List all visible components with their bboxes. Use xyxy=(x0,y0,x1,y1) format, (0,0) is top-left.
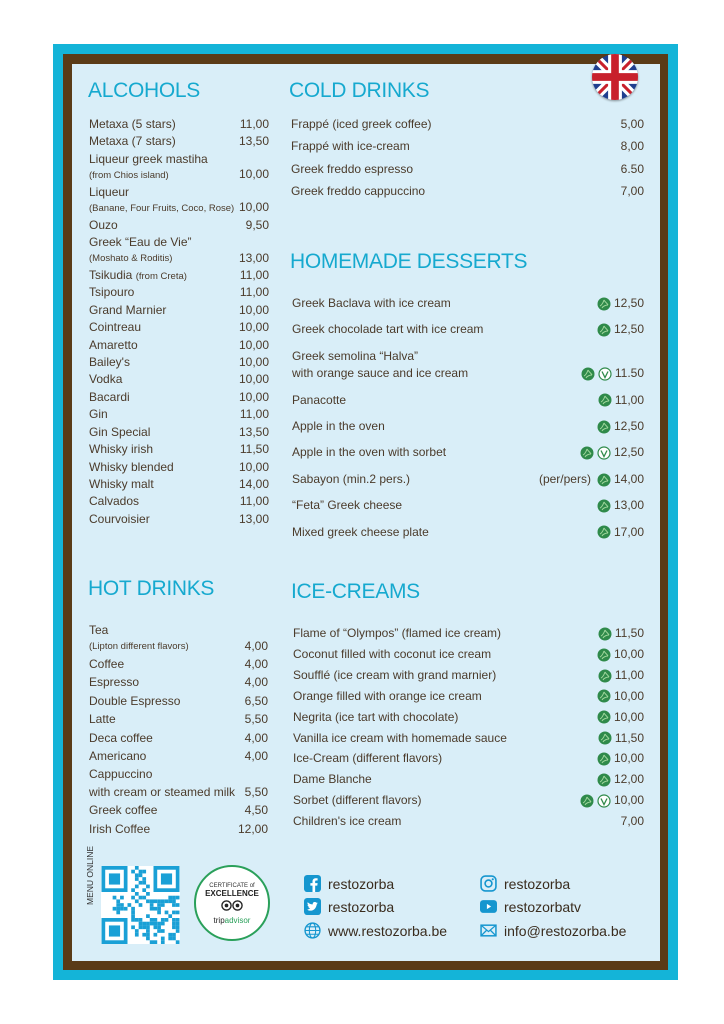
item-name: Metaxa (5 stars) xyxy=(89,117,176,131)
item-price: 10,00 xyxy=(238,320,269,335)
item-name: Sorbet (different flavors) xyxy=(293,793,422,808)
twitter-link[interactable] xyxy=(304,898,394,915)
item-price: 11.50 xyxy=(614,366,644,381)
item-price: 10,00 xyxy=(238,337,269,352)
menu-item xyxy=(89,319,269,336)
menu-item xyxy=(89,116,269,133)
item-name: Panacotte xyxy=(292,392,347,407)
item-price: 10,00 xyxy=(238,200,269,215)
item-name: Greek chocolade tart with ice cream xyxy=(292,322,484,337)
item-name: Gin Special xyxy=(89,424,151,439)
menu-item xyxy=(293,625,644,642)
item-name: Americano xyxy=(89,748,147,763)
mail-icon xyxy=(480,922,497,939)
item-name: Metaxa (7 stars) xyxy=(89,134,176,149)
item-price: 11,00 xyxy=(614,667,644,682)
item-price: 11,00 xyxy=(239,285,269,300)
item-price: 11,00 xyxy=(239,407,269,422)
item-price: 10,00 xyxy=(613,688,644,703)
item-price: 4,00 xyxy=(244,638,268,653)
vegan-icon xyxy=(597,446,611,460)
item-price: 10,00 xyxy=(238,302,269,317)
item-price: 4,50 xyxy=(244,803,268,818)
globe-icon xyxy=(304,922,321,939)
item-price: 12,00 xyxy=(237,821,268,836)
qr-pattern xyxy=(101,866,180,944)
item-name: Whisky irish xyxy=(89,442,154,457)
item-price: 11,00 xyxy=(614,392,644,407)
item-price: 14,00 xyxy=(238,476,269,491)
item-price: 10,00 xyxy=(613,793,644,808)
item-name: Calvados xyxy=(89,494,140,509)
item-name: Flame of “Olympos” (flamed ice cream) xyxy=(293,626,502,640)
item-name: Mixed greek cheese plate xyxy=(292,524,429,539)
item-price: 5,50 xyxy=(244,784,268,799)
item-price: 11,00 xyxy=(239,268,269,283)
menu-item xyxy=(293,792,644,809)
leaf-icon xyxy=(597,499,611,513)
menu-item xyxy=(89,389,269,406)
email-link[interactable] xyxy=(480,922,626,939)
item-price: 4,00 xyxy=(244,675,268,690)
item-price: 13,00 xyxy=(238,250,269,265)
cold-drinks-list xyxy=(291,116,644,206)
item-name: Cointreau xyxy=(89,320,142,335)
leaf-icon xyxy=(581,367,595,381)
menu-item xyxy=(291,161,644,178)
menu-item xyxy=(89,766,268,801)
item-price: 6.50 xyxy=(620,161,644,176)
item-name: Gin xyxy=(89,407,108,422)
menu-item xyxy=(89,133,269,150)
menu-item xyxy=(292,348,644,383)
leaf-icon xyxy=(597,473,611,487)
menu-item xyxy=(292,321,644,338)
menu-item xyxy=(292,497,644,514)
item-price: 13,00 xyxy=(238,511,269,526)
item-name: Irish Coffee xyxy=(89,821,151,836)
leaf-icon xyxy=(597,648,611,662)
item-price: 12,00 xyxy=(613,772,644,787)
item-name: Coconut filled with coconut ice cream xyxy=(293,646,492,661)
menu-item xyxy=(89,406,269,423)
menu-item xyxy=(89,821,268,838)
leaf-icon xyxy=(597,710,611,724)
item-name: Tsikudia (from Creta) xyxy=(89,267,187,282)
item-price: 7,00 xyxy=(620,184,644,199)
leaf-icon xyxy=(580,794,594,808)
item-name: Amaretto xyxy=(89,337,138,352)
item-name: Greek semolina “Halva” xyxy=(292,348,419,363)
menu-item xyxy=(292,444,644,461)
tripadvisor-owl-icon xyxy=(221,900,243,911)
email-address: info@restozorba.be xyxy=(504,922,627,939)
menu-item xyxy=(293,750,644,767)
item-price: 12,50 xyxy=(613,322,644,337)
item-detail: (from Creta) xyxy=(135,270,187,282)
item-name: Whisky malt xyxy=(89,476,154,491)
twitter-icon xyxy=(304,898,321,915)
item-name: Frappé with ice-cream xyxy=(291,139,410,154)
desserts-list xyxy=(292,295,644,550)
menu-item xyxy=(292,295,644,312)
item-name: Bacardi xyxy=(89,389,130,404)
item-name: Greek freddo cappuccino xyxy=(291,184,426,199)
item-price: 4,00 xyxy=(244,656,268,671)
item-price: 14,00 xyxy=(613,471,644,486)
leaf-icon xyxy=(598,627,612,641)
badge-line1: CERTIFICATE of xyxy=(209,883,255,889)
alcohols-list xyxy=(89,116,269,528)
uk-flag-icon[interactable] xyxy=(592,54,638,100)
item-price: 10,00 xyxy=(613,646,644,661)
item-name: Ice-Cream (different flavors) xyxy=(293,751,443,766)
menu-item xyxy=(89,748,268,765)
item-price: 4,00 xyxy=(244,748,268,763)
item-name: Grand Marnier xyxy=(89,302,167,317)
item-name: Courvoisier xyxy=(89,511,150,526)
hot-drinks-title: HOT DRINKS xyxy=(88,577,215,600)
menu-item xyxy=(291,116,644,133)
item-price: 9,50 xyxy=(245,217,269,232)
item-name: Greek Baclava with ice cream xyxy=(292,296,451,310)
ice-creams-list xyxy=(293,625,644,834)
item-name: Dame Blanche xyxy=(293,772,372,787)
item-detail: (Banane, Four Fruits, Coco, Rose) xyxy=(89,203,235,215)
qr-code[interactable] xyxy=(101,866,180,944)
youtube-icon xyxy=(480,898,497,915)
menu-online-label: MENU ONLINE xyxy=(85,845,95,905)
item-name: Vanilla ice cream with homemade sauce xyxy=(293,730,507,745)
menu-item xyxy=(293,730,644,747)
item-price: 7,00 xyxy=(620,814,644,829)
menu-item xyxy=(89,730,268,747)
item-price: 12,50 xyxy=(613,296,644,310)
leaf-icon xyxy=(597,773,611,787)
menu-item xyxy=(89,622,268,655)
menu-item xyxy=(293,688,644,705)
item-name: Tea xyxy=(89,623,109,637)
item-name: Greek freddo espresso xyxy=(291,161,414,176)
instagram-handle: restozorba xyxy=(504,875,571,892)
item-price: 11,00 xyxy=(239,494,269,509)
menu-item xyxy=(292,418,644,435)
item-detail: (Lipton different flavors) xyxy=(89,641,189,653)
menu-item xyxy=(89,674,268,691)
item-price: 17,00 xyxy=(613,524,644,539)
item-name: Tsipouro xyxy=(89,285,135,300)
instagram-link[interactable] xyxy=(480,875,570,892)
twitter-handle: restozorba xyxy=(328,898,395,915)
menu-item xyxy=(89,493,269,510)
menu-item xyxy=(89,476,269,493)
menu-item xyxy=(89,151,269,184)
item-name: Bailey's xyxy=(89,355,130,370)
item-name: Latte xyxy=(89,712,116,727)
item-price: 10,00 xyxy=(238,167,269,182)
website-url: www.restozorba.be xyxy=(328,922,448,939)
menu-item xyxy=(89,302,269,319)
item-detail: (from Chios island) xyxy=(89,170,169,182)
item-price: 10,00 xyxy=(238,372,269,387)
item-price: 11,50 xyxy=(614,626,644,640)
item-name: Frappé (iced greek coffee) xyxy=(291,117,432,131)
menu-item xyxy=(89,337,269,354)
menu-item xyxy=(292,471,644,488)
item-price: 10,00 xyxy=(238,389,269,404)
alcohols-title: ALCOHOLS xyxy=(88,79,200,102)
item-name: Double Espresso xyxy=(89,693,181,708)
menu-item xyxy=(293,813,644,830)
menu-item xyxy=(89,711,268,728)
item-name: Sabayon (min.2 pers.) xyxy=(292,471,411,486)
item-name: Liqueur greek mastiha xyxy=(89,151,208,166)
menu-item xyxy=(89,184,269,217)
item-price: 10,00 xyxy=(238,355,269,370)
item-name: Apple in the oven xyxy=(292,419,385,434)
leaf-icon xyxy=(598,669,612,683)
item-price: 13,50 xyxy=(238,134,269,149)
menu-item xyxy=(292,524,644,541)
leaf-icon xyxy=(597,689,611,703)
menu-item xyxy=(293,646,644,663)
item-name: Apple in the oven with sorbet xyxy=(292,445,447,460)
item-name-line2: with orange sauce and ice cream xyxy=(292,366,469,381)
item-name: Greek coffee xyxy=(89,803,158,818)
desserts-title: HOMEMADE DESSERTS xyxy=(290,250,528,273)
item-name: Cappuccino xyxy=(89,767,153,782)
item-price: 11,00 xyxy=(239,117,269,131)
item-name: Greek “Eau de Vie” xyxy=(89,235,192,250)
menu-item xyxy=(89,511,269,528)
badge-line2: EXCELLENCE xyxy=(205,889,259,898)
menu-item xyxy=(291,138,644,155)
item-name: Orange filled with orange ice cream xyxy=(293,688,482,703)
item-price: 12,50 xyxy=(613,419,644,434)
menu-item xyxy=(89,656,268,673)
item-price: 11,50 xyxy=(614,730,644,745)
cold-drinks-title: COLD DRINKS xyxy=(289,79,430,102)
item-price: 5,00 xyxy=(620,117,644,131)
badge-brand-a: trip xyxy=(213,916,225,925)
item-name-line2: with cream or steamed milk xyxy=(89,784,236,799)
item-name: Vodka xyxy=(89,372,123,387)
facebook-icon xyxy=(304,875,321,892)
menu-item xyxy=(89,441,269,458)
item-name: Deca coffee xyxy=(89,730,153,745)
item-price: 10,00 xyxy=(613,751,644,766)
item-price: 10,00 xyxy=(238,459,269,474)
item-name: Whisky blended xyxy=(89,459,174,474)
leaf-icon xyxy=(597,297,611,311)
item-price: 8,00 xyxy=(620,139,644,154)
leaf-icon xyxy=(580,446,594,460)
menu-item xyxy=(89,217,269,234)
menu-item xyxy=(89,284,269,301)
menu-item xyxy=(89,354,269,371)
item-name: Espresso xyxy=(89,675,140,690)
item-price: 4,00 xyxy=(244,730,268,745)
leaf-icon xyxy=(598,393,612,407)
leaf-icon xyxy=(597,420,611,434)
menu-item xyxy=(291,183,644,200)
menu-item xyxy=(89,234,269,267)
youtube-handle: restozorbatv xyxy=(504,898,582,915)
menu-item xyxy=(293,709,644,726)
menu-item xyxy=(292,392,644,409)
item-name: Liqueur xyxy=(89,184,130,199)
menu-item xyxy=(89,267,269,285)
hot-drinks-list xyxy=(89,622,268,839)
instagram-icon xyxy=(480,875,497,892)
menu-item xyxy=(89,459,269,476)
item-price: 5,50 xyxy=(244,712,268,727)
item-name: Coffee xyxy=(89,656,125,671)
menu-item xyxy=(293,771,644,788)
leaf-icon xyxy=(598,731,612,745)
item-price: 13,00 xyxy=(613,498,644,513)
item-price: 12,50 xyxy=(613,445,644,460)
menu-item xyxy=(293,667,644,684)
item-name: Soufflé (ice cream with grand marnier) xyxy=(293,667,497,682)
facebook-link[interactable] xyxy=(304,875,394,892)
item-name: Children's ice cream xyxy=(293,814,402,829)
tripadvisor-badge[interactable] xyxy=(194,865,270,941)
item-price: 10,00 xyxy=(613,709,644,724)
item-name: “Feta” Greek cheese xyxy=(292,498,403,513)
menu-item xyxy=(89,424,269,441)
vegan-icon xyxy=(597,794,611,808)
youtube-link[interactable] xyxy=(480,898,581,915)
ice-creams-title: ICE-CREAMS xyxy=(291,580,420,603)
vegan-icon xyxy=(598,367,612,381)
menu-item xyxy=(89,802,268,819)
item-name: Negrita (ice tart with chocolate) xyxy=(293,709,459,724)
item-price: 6,50 xyxy=(244,693,268,708)
leaf-icon xyxy=(597,525,611,539)
website-link[interactable] xyxy=(304,922,447,939)
menu-item xyxy=(89,693,268,710)
badge-brand-b: advisor xyxy=(224,916,251,925)
item-price: 11,50 xyxy=(239,442,269,457)
leaf-icon xyxy=(597,323,611,337)
item-detail: (Moshato & Roditis) xyxy=(89,253,173,265)
menu-item xyxy=(89,371,269,388)
item-price: 13,50 xyxy=(238,424,269,439)
item-note: (per/pers) xyxy=(538,471,591,486)
leaf-icon xyxy=(597,752,611,766)
item-name: Ouzo xyxy=(89,217,118,232)
facebook-handle: restozorba xyxy=(328,875,395,892)
